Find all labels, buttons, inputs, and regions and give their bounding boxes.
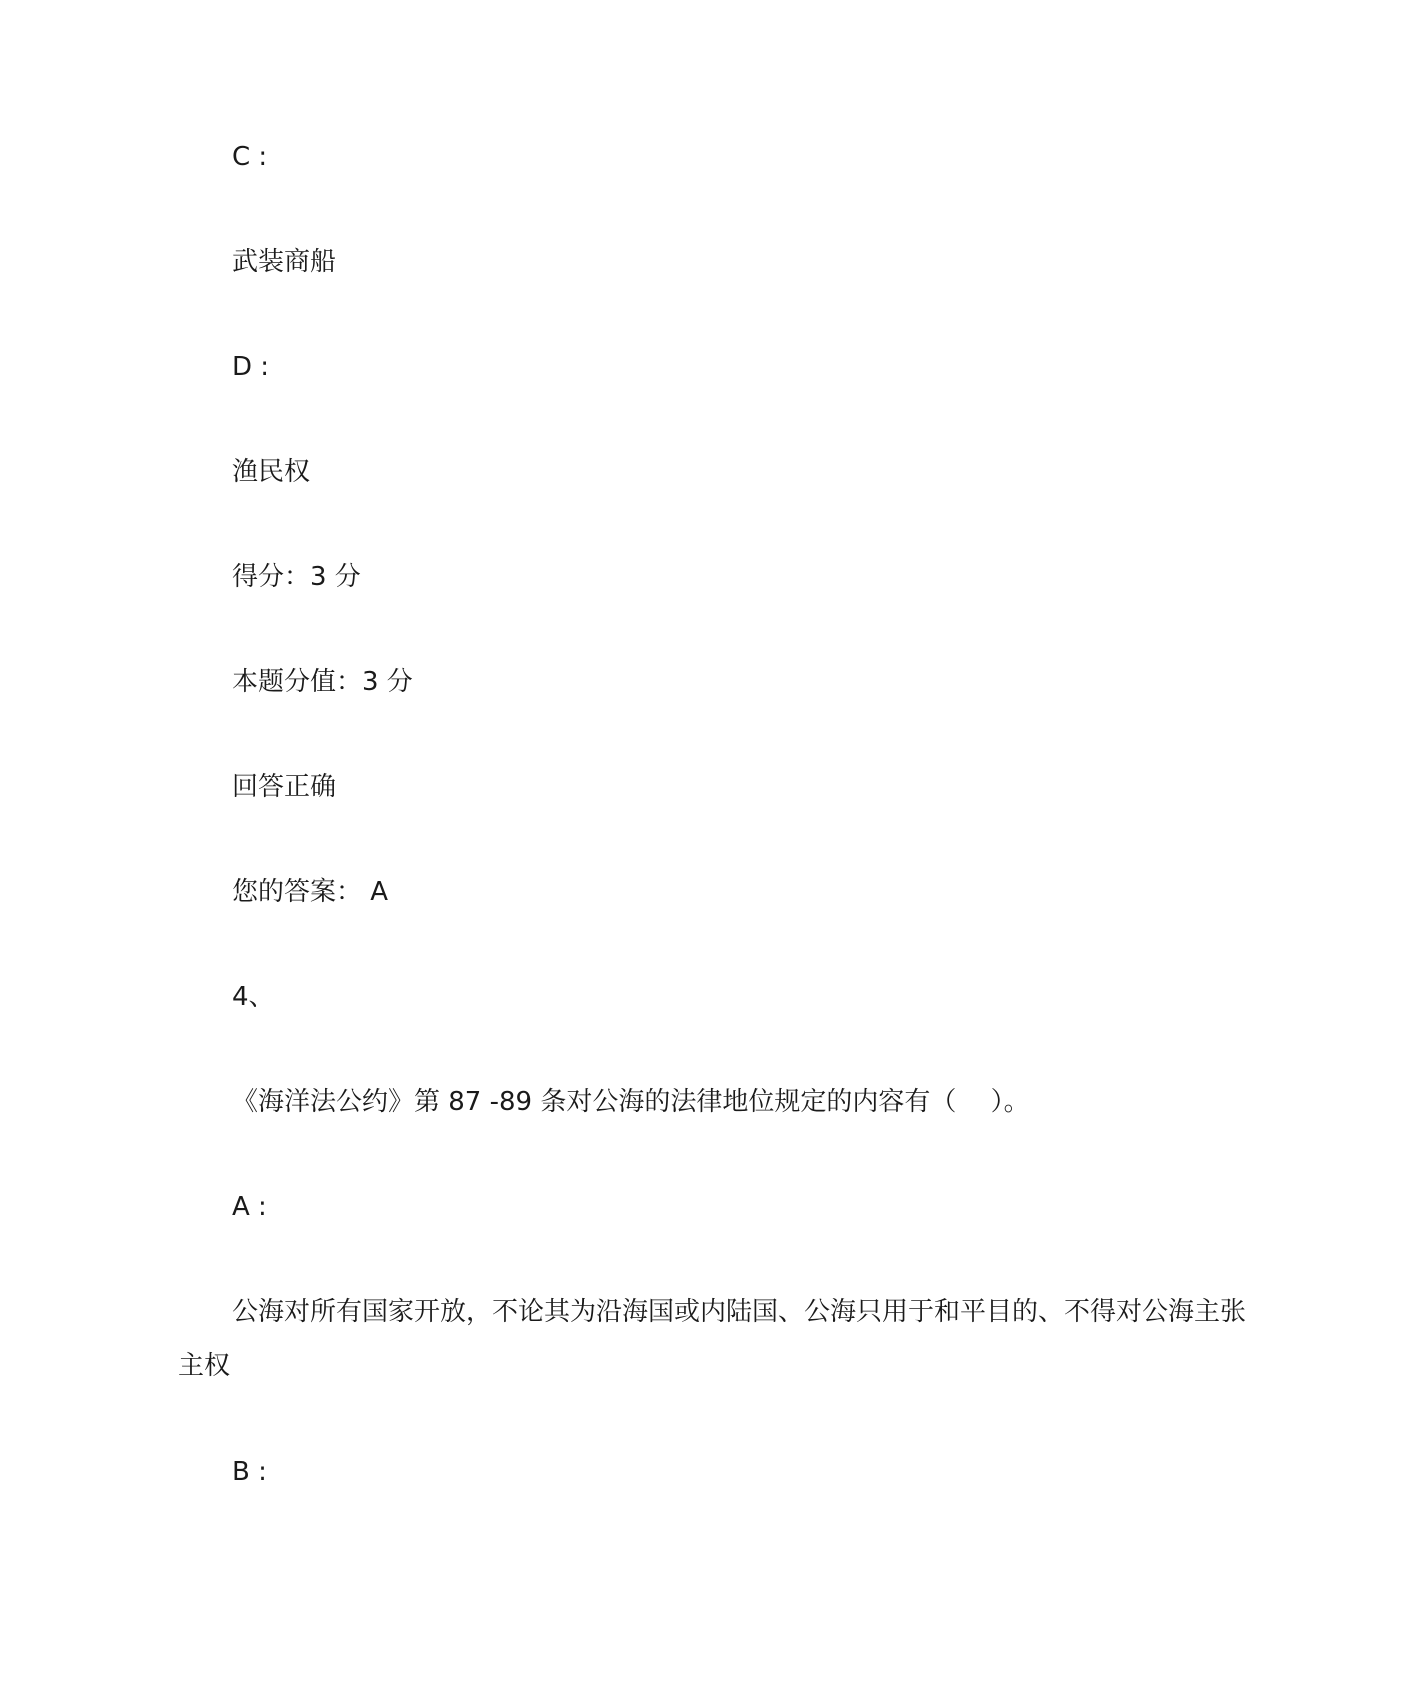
result-text: 回答正确 <box>232 772 337 802</box>
your-answer-text: 您的答案： A <box>232 877 389 907</box>
option-c-text: 武装商船 <box>232 247 337 277</box>
score-text: 得分：3 分 <box>232 562 361 592</box>
question-text: 《海洋法公约》第 87 -89 条对公海的法律地位规定的内容有（ ）。 <box>232 1087 1030 1117</box>
option-d-text: 渔民权 <box>232 457 311 487</box>
q4-option-b-label: B : <box>232 1457 267 1487</box>
question-value-text: 本题分值：3 分 <box>232 667 413 697</box>
option-c-label: C : <box>232 142 268 172</box>
q4-option-a-text: 公海对所有国家开放，不论其为沿海国或内陆国、公海只用于和平目的、不得对公海主张主权 <box>178 1297 1247 1381</box>
question-number: 4、 <box>232 982 275 1012</box>
option-d-label: D : <box>232 352 270 382</box>
q4-option-a-label: A : <box>232 1192 267 1222</box>
